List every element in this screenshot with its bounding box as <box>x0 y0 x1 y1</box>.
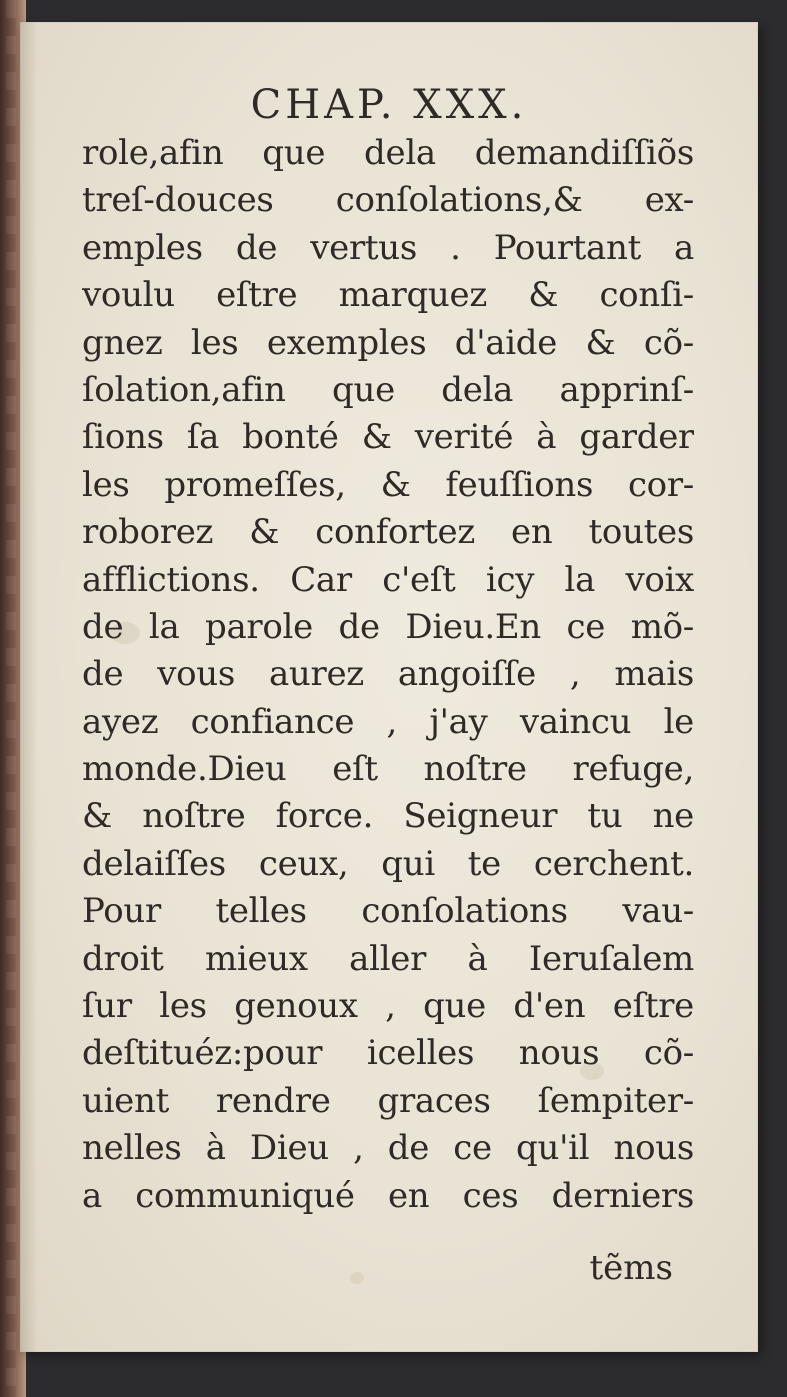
text-line: ayez confiance , j'ay vaincu le <box>82 701 694 742</box>
text-line: gnez les exemples d'aide & cõ- <box>82 322 694 363</box>
text-line: nelles à Dieu , de ce qu'il nous <box>82 1128 694 1169</box>
text-line: ſions ſa bonté & verité à garder <box>82 417 694 458</box>
text-line: & noſtre force. Seigneur tu ne <box>82 796 694 837</box>
text-line: ſur les genoux , que d'en eſtre <box>82 986 694 1027</box>
text-line: emples de vertus . Pourtant a <box>82 227 694 268</box>
text-line: monde.Dieu eſt noſtre refuge, <box>82 749 694 790</box>
text-line: droit mieux aller à Ieruſalem <box>82 938 694 979</box>
text-line: role,afin que dela demandiſſiõs <box>82 133 694 173</box>
chapter-heading: CHAP. XXX. <box>250 82 528 128</box>
catchword: tẽms <box>589 1248 673 1288</box>
text-line: deſtituéz:pour icelles nous cõ- <box>82 1033 694 1074</box>
foxing-spot <box>350 1272 364 1284</box>
text-line: voulu eſtre marquez & conſi- <box>82 275 694 316</box>
text-line: de la parole de Dieu.En ce mõ- <box>82 606 694 647</box>
text-line: ſolation,afin que dela apprinſ- <box>82 369 694 410</box>
body-text <box>82 130 694 1220</box>
text-line: a communiqué en ces derniers <box>82 1175 694 1216</box>
text-line: les promeſſes, & feuſſions cor- <box>82 464 694 505</box>
text-line: uient rendre graces ſempiter- <box>82 1080 694 1121</box>
book-page <box>20 22 758 1352</box>
text-line: Pour telles conſolations vau- <box>82 891 694 932</box>
text-line: afflictions. Car c'eſt icy la voix <box>82 559 694 600</box>
text-line: de vous aurez angoiſſe , mais <box>82 654 694 695</box>
text-line: roborez & confortez en toutes <box>82 512 694 553</box>
text-line: delaiſſes ceux, qui te cerchent. <box>82 843 694 884</box>
text-line: treſ-douces conſolations,& ex- <box>82 180 694 221</box>
